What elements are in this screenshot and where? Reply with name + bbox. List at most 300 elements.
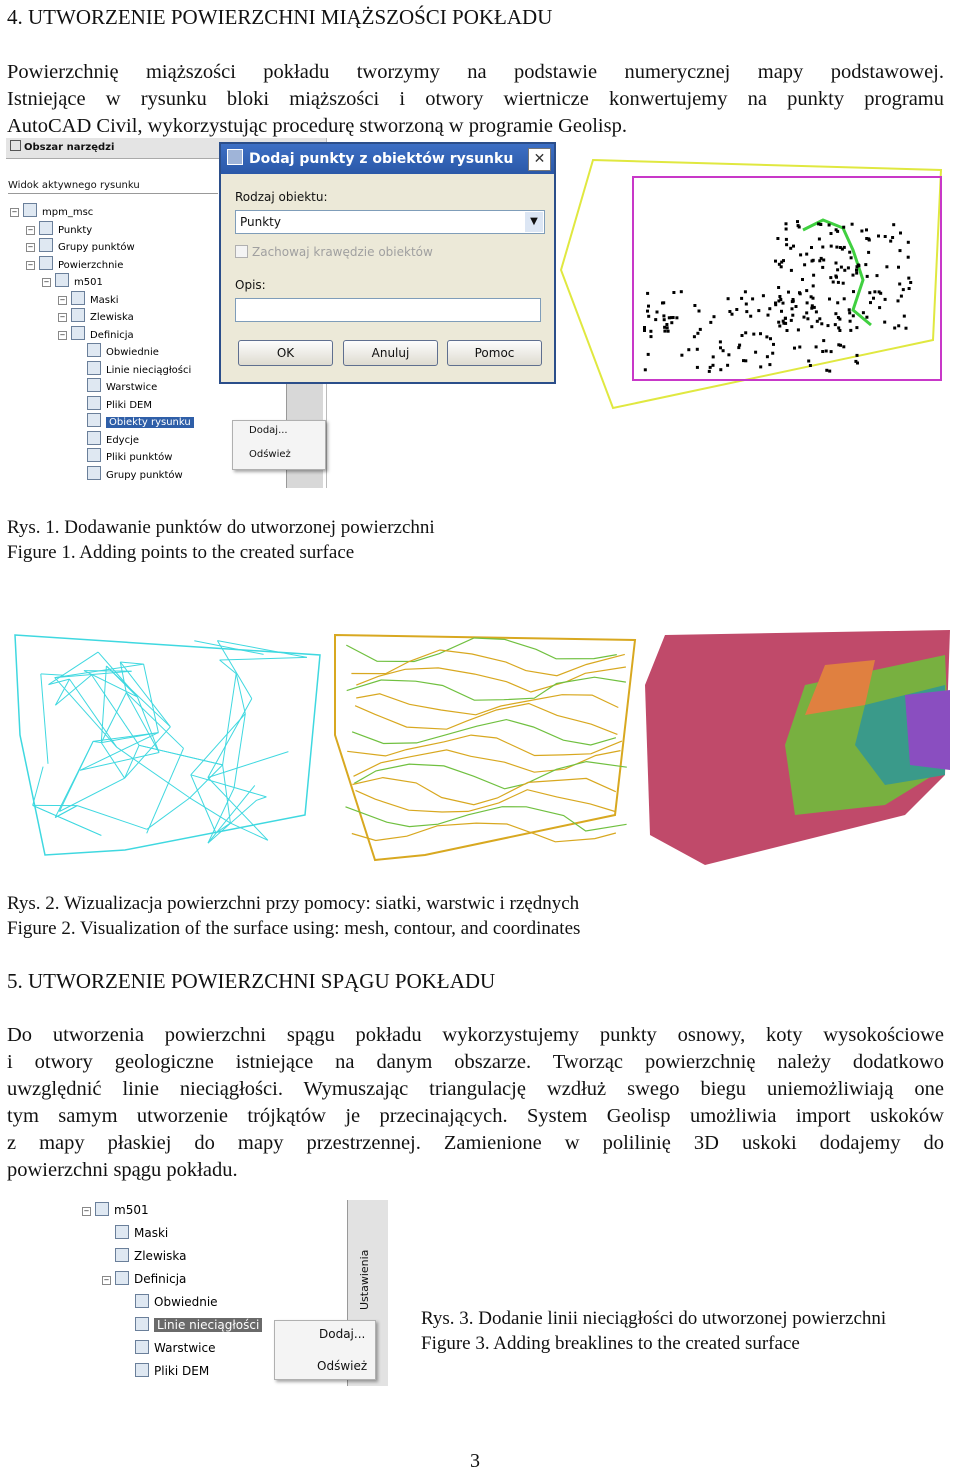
expand-toggle-icon[interactable]: − bbox=[27, 225, 34, 234]
survey-point bbox=[897, 266, 900, 269]
survey-point bbox=[777, 321, 780, 324]
survey-point bbox=[696, 348, 699, 351]
survey-point bbox=[834, 275, 837, 278]
survey-point bbox=[869, 301, 872, 304]
survey-point bbox=[837, 343, 840, 346]
survey-point bbox=[842, 282, 845, 285]
tree-node-label: Punkty bbox=[58, 224, 93, 236]
mesh-edge bbox=[257, 797, 267, 800]
tree-node-icon bbox=[39, 221, 53, 235]
expand-toggle-icon[interactable]: − bbox=[27, 260, 34, 269]
survey-point bbox=[709, 321, 712, 324]
survey-point bbox=[842, 345, 845, 348]
survey-point bbox=[827, 324, 830, 327]
tree-node-icon bbox=[115, 1225, 129, 1239]
survey-point bbox=[852, 314, 855, 317]
mesh-edge bbox=[101, 743, 124, 779]
tree-node[interactable] bbox=[74, 378, 157, 394]
survey-point bbox=[670, 321, 673, 324]
mesh-edge bbox=[126, 693, 159, 753]
survey-point bbox=[810, 325, 813, 328]
survey-point bbox=[741, 334, 744, 337]
contour-line bbox=[355, 704, 617, 735]
tree-node-label: Maski bbox=[134, 1226, 169, 1240]
tree-node[interactable] bbox=[58, 326, 134, 342]
survey-point bbox=[834, 323, 837, 326]
tree-node[interactable] bbox=[102, 1248, 186, 1264]
survey-point bbox=[698, 310, 701, 313]
survey-point bbox=[709, 366, 712, 369]
survey-point bbox=[767, 314, 770, 317]
survey-point bbox=[898, 283, 901, 286]
toolspace-title: Obszar narzędzi bbox=[6, 138, 327, 159]
tree-node-icon bbox=[135, 1294, 149, 1308]
survey-point bbox=[790, 319, 793, 322]
survey-point bbox=[784, 317, 787, 320]
tree-node-icon bbox=[135, 1340, 149, 1354]
survey-point bbox=[821, 266, 824, 269]
tree-node[interactable] bbox=[10, 203, 93, 219]
tree-node[interactable] bbox=[122, 1363, 209, 1379]
survey-point bbox=[849, 320, 852, 323]
tree-node-label: Definicja bbox=[90, 329, 134, 341]
mesh-edge bbox=[220, 660, 237, 674]
description-input[interactable] bbox=[235, 298, 541, 322]
survey-point bbox=[905, 327, 908, 330]
survey-point bbox=[806, 317, 809, 320]
mesh-edge bbox=[49, 679, 70, 685]
survey-point bbox=[805, 253, 808, 256]
survey-point bbox=[909, 281, 912, 284]
outer-boundary bbox=[561, 160, 941, 408]
survey-point bbox=[820, 257, 823, 260]
survey-point bbox=[852, 290, 855, 293]
context-add-item[interactable]: Dodaj... bbox=[249, 425, 288, 436]
mesh-edge bbox=[84, 671, 132, 672]
survey-point bbox=[726, 364, 729, 367]
tree-node-label: mpm_msc bbox=[42, 207, 94, 218]
survey-point bbox=[835, 246, 838, 249]
survey-point bbox=[848, 311, 851, 314]
tree-node-icon bbox=[87, 378, 101, 392]
checkbox-box[interactable] bbox=[235, 245, 248, 258]
context-add-item[interactable]: Dodaj... bbox=[319, 1327, 366, 1341]
tree-node[interactable] bbox=[58, 291, 119, 307]
figure-2-caption-pl: Rys. 2. Wizualizacja powierzchni przy pomocy: siatki, warstwic i rzędnych bbox=[7, 893, 580, 914]
survey-point bbox=[672, 316, 675, 319]
survey-point bbox=[849, 329, 852, 332]
survey-point bbox=[908, 287, 911, 290]
survey-point bbox=[643, 329, 646, 332]
survey-point bbox=[774, 260, 777, 263]
tree-node-label: Obwiednie bbox=[106, 347, 159, 358]
paragraph-line: tym samym utworzenie trójkątów je przecinających. System Geolisp umożliwia import uskoków bbox=[7, 1105, 944, 1127]
mesh-edge bbox=[33, 767, 43, 806]
survey-point bbox=[699, 328, 702, 331]
tree-node[interactable] bbox=[74, 396, 152, 412]
tree-node-label: Zlewiska bbox=[134, 1249, 187, 1263]
survey-point bbox=[792, 245, 795, 248]
survey-point bbox=[819, 223, 822, 226]
survey-point bbox=[667, 330, 670, 333]
survey-point bbox=[708, 370, 711, 373]
tree-node-label: m501 bbox=[114, 1203, 149, 1217]
context-refresh-item[interactable]: Odśwież bbox=[317, 1359, 368, 1373]
survey-point bbox=[807, 360, 810, 363]
expand-toggle-icon[interactable]: − bbox=[59, 330, 66, 339]
tree-node[interactable] bbox=[74, 466, 183, 482]
tree-node[interactable] bbox=[122, 1340, 215, 1356]
paragraph-line: i otwory geologiczne istniejące na danym obszarze. Tworząc powierzchnię należy dodatkowo bbox=[7, 1051, 944, 1073]
tree-node-icon bbox=[87, 343, 101, 357]
tree-node-icon bbox=[87, 361, 101, 375]
survey-point bbox=[825, 369, 828, 372]
survey-point bbox=[680, 354, 683, 357]
expand-toggle-icon[interactable]: − bbox=[59, 295, 66, 304]
survey-point bbox=[856, 362, 859, 365]
tree-node-icon bbox=[135, 1317, 149, 1331]
paragraph-line: z mapy płaskiej do mapy przestrzennej. Zamienione w polilinię 3D uskoki dodajemy do bbox=[7, 1132, 944, 1154]
survey-point bbox=[797, 328, 800, 331]
survey-point bbox=[818, 238, 821, 241]
survey-point bbox=[649, 330, 652, 333]
tree-node-icon bbox=[87, 413, 101, 427]
ok-button[interactable]: OK bbox=[238, 340, 333, 366]
survey-point bbox=[769, 337, 772, 340]
figure-1-caption-en: Figure 1. Adding points to the created surface bbox=[7, 542, 355, 563]
survey-point bbox=[735, 308, 738, 311]
survey-point bbox=[795, 305, 798, 308]
survey-point bbox=[848, 251, 851, 254]
survey-point bbox=[907, 256, 910, 259]
tree-node[interactable] bbox=[122, 1294, 218, 1310]
survey-point bbox=[759, 332, 762, 335]
survey-point bbox=[850, 256, 853, 259]
survey-point bbox=[793, 347, 796, 350]
survey-point bbox=[832, 281, 835, 284]
survey-point bbox=[647, 305, 650, 308]
survey-point bbox=[851, 223, 854, 226]
survey-point bbox=[835, 262, 838, 265]
survey-point bbox=[744, 331, 747, 334]
mesh-edge bbox=[220, 657, 307, 660]
survey-point bbox=[803, 263, 806, 266]
tree-node[interactable] bbox=[74, 413, 194, 429]
survey-point bbox=[744, 359, 747, 362]
survey-point bbox=[847, 266, 850, 269]
paragraph-line: Istniejące w rysunku bloki miąższości i otwory wiertnicze konwertujemy na punkty programu bbox=[7, 88, 944, 110]
help-button[interactable]: Pomoc bbox=[447, 340, 542, 366]
survey-point bbox=[662, 314, 665, 317]
survey-point bbox=[892, 223, 895, 226]
survey-point bbox=[872, 297, 875, 300]
survey-point bbox=[855, 272, 858, 275]
survey-point bbox=[838, 329, 841, 332]
tree-node[interactable] bbox=[74, 361, 191, 377]
survey-point bbox=[751, 297, 754, 300]
mesh-edge bbox=[41, 674, 48, 764]
tree-node-label: Grupy punktów bbox=[58, 242, 135, 253]
tree-node[interactable] bbox=[74, 431, 139, 447]
mesh-edge bbox=[59, 778, 124, 811]
survey-point bbox=[903, 315, 906, 318]
survey-point bbox=[829, 276, 832, 279]
survey-point bbox=[765, 335, 768, 338]
tree-node[interactable] bbox=[42, 273, 103, 289]
survey-point bbox=[834, 312, 837, 315]
survey-point bbox=[812, 297, 815, 300]
settings-tab[interactable]: Ustawienia bbox=[358, 1249, 371, 1310]
survey-point bbox=[650, 335, 653, 338]
expand-toggle-icon[interactable]: − bbox=[103, 1276, 110, 1284]
survey-point bbox=[820, 322, 823, 325]
tree-node[interactable] bbox=[26, 238, 135, 254]
survey-point bbox=[810, 307, 813, 310]
mesh-edge bbox=[106, 666, 170, 727]
contour-lines bbox=[346, 638, 627, 842]
mesh-edge bbox=[223, 674, 237, 765]
survey-point bbox=[825, 350, 828, 353]
survey-point bbox=[796, 220, 799, 223]
mesh-edge bbox=[208, 778, 268, 841]
mesh-edge bbox=[147, 798, 190, 829]
survey-point bbox=[774, 302, 777, 305]
contour-panel bbox=[335, 635, 635, 860]
survey-point bbox=[656, 311, 659, 314]
surface-points-drawing bbox=[553, 140, 953, 415]
tree-node-icon bbox=[95, 1202, 109, 1216]
survey-point bbox=[798, 346, 801, 349]
survey-point bbox=[644, 368, 647, 371]
survey-point bbox=[696, 366, 699, 369]
survey-point bbox=[889, 240, 892, 243]
survey-point bbox=[902, 288, 905, 291]
expand-toggle-icon[interactable]: − bbox=[83, 1207, 90, 1215]
survey-point bbox=[772, 343, 775, 346]
contour-line bbox=[352, 720, 616, 745]
survey-point bbox=[812, 259, 815, 262]
survey-point bbox=[884, 235, 887, 238]
survey-point bbox=[752, 333, 755, 336]
survey-point bbox=[749, 315, 752, 318]
survey-point bbox=[693, 304, 696, 307]
tree-node-icon bbox=[87, 448, 101, 462]
mesh-edge bbox=[55, 675, 91, 705]
dialog-app-icon bbox=[227, 149, 243, 165]
tree-node[interactable] bbox=[102, 1225, 168, 1241]
description-label: Opis: bbox=[235, 278, 266, 292]
survey-point bbox=[754, 351, 757, 354]
expand-toggle-icon[interactable]: − bbox=[43, 278, 50, 286]
selection-window bbox=[633, 177, 941, 380]
tree-node[interactable] bbox=[74, 448, 172, 464]
paragraph-line: Powierzchnię miąższości pokładu tworzymy na podstawie numerycznej mapy podstawowej. bbox=[7, 61, 944, 83]
survey-point bbox=[862, 311, 865, 314]
survey-point bbox=[828, 370, 831, 373]
close-icon[interactable]: ✕ bbox=[528, 148, 551, 171]
survey-point bbox=[841, 248, 844, 251]
survey-point bbox=[771, 352, 774, 355]
chevron-down-icon: ▼ bbox=[525, 212, 543, 232]
survey-point bbox=[855, 269, 858, 272]
tree-node-icon bbox=[115, 1271, 129, 1285]
survey-point bbox=[837, 326, 840, 329]
survey-point bbox=[745, 303, 748, 306]
tree-node[interactable] bbox=[58, 308, 134, 324]
survey-point bbox=[815, 310, 818, 313]
survey-point bbox=[843, 297, 846, 300]
contour-line bbox=[346, 638, 617, 662]
context-menu bbox=[232, 420, 326, 470]
survey-point bbox=[798, 291, 801, 294]
object-type-select[interactable]: Punkty ▼ bbox=[235, 210, 545, 234]
view-selector[interactable]: Widok aktywnego rysunku bbox=[8, 180, 218, 194]
mesh-edge bbox=[147, 748, 184, 833]
expand-toggle-icon[interactable]: − bbox=[59, 313, 66, 321]
contour-line bbox=[354, 762, 627, 789]
mesh-edge bbox=[49, 652, 99, 685]
survey-point bbox=[762, 294, 765, 297]
survey-point bbox=[806, 301, 809, 304]
survey-point bbox=[785, 222, 788, 225]
survey-point bbox=[877, 235, 880, 238]
section-5-heading: 5. UTWORZENIE POWIERZCHNI SPĄGU POKŁADU bbox=[7, 969, 496, 993]
contour-line bbox=[356, 667, 626, 692]
figure-3-caption-pl: Rys. 3. Dodanie linii nieciągłości do utworzonej powierzchni bbox=[421, 1308, 887, 1329]
add-points-dialog bbox=[219, 142, 556, 384]
survey-point bbox=[812, 284, 815, 287]
survey-point bbox=[687, 348, 690, 351]
elevation-fill-panel bbox=[645, 630, 950, 865]
survey-point bbox=[719, 340, 722, 343]
tree-node-icon bbox=[135, 1363, 149, 1377]
survey-point bbox=[799, 253, 802, 256]
mesh-panel bbox=[15, 635, 320, 855]
survey-point bbox=[897, 299, 900, 302]
cancel-button[interactable]: Anuluj bbox=[343, 340, 438, 366]
tree-node-label: Edycje bbox=[106, 434, 140, 446]
survey-point bbox=[768, 363, 771, 366]
tree-node[interactable] bbox=[82, 1202, 149, 1218]
paragraph-line: uwzględnić linie nieciągłości. Wymuszając triangulację wzdłuż swego biegu uniemożliwiają one bbox=[7, 1078, 944, 1100]
expand-toggle-icon[interactable]: − bbox=[27, 243, 34, 251]
tree-node[interactable] bbox=[102, 1271, 186, 1287]
survey-point bbox=[737, 346, 740, 349]
tree-node-label: Maski bbox=[90, 294, 119, 306]
tree-node[interactable] bbox=[74, 343, 159, 359]
survey-point bbox=[643, 326, 646, 329]
contour-line bbox=[346, 807, 627, 831]
survey-point bbox=[836, 301, 839, 304]
survey-point bbox=[661, 302, 664, 305]
mesh-edge bbox=[191, 775, 216, 833]
survey-point bbox=[852, 274, 855, 277]
tree-node-label: Warstwice bbox=[154, 1341, 216, 1355]
survey-point bbox=[899, 232, 902, 235]
survey-point bbox=[778, 263, 781, 266]
survey-point bbox=[878, 290, 881, 293]
survey-point bbox=[727, 353, 730, 356]
survey-point bbox=[835, 228, 838, 231]
contour-line bbox=[352, 823, 616, 842]
survey-point bbox=[830, 245, 833, 248]
triangulation-mesh bbox=[33, 641, 307, 844]
survey-point bbox=[722, 349, 725, 352]
tree-node-label: Pliki punktów bbox=[106, 452, 173, 463]
survey-point bbox=[868, 291, 871, 294]
survey-point bbox=[696, 332, 699, 335]
survey-point bbox=[712, 364, 715, 367]
survey-point bbox=[719, 368, 722, 371]
survey-point bbox=[810, 246, 813, 249]
survey-point bbox=[675, 316, 678, 319]
mesh-edge bbox=[55, 678, 117, 748]
survey-point bbox=[860, 230, 863, 233]
survey-point bbox=[809, 364, 812, 367]
tree-node[interactable] bbox=[26, 221, 92, 237]
tree-node[interactable] bbox=[122, 1317, 262, 1333]
survey-point bbox=[856, 354, 859, 357]
survey-point bbox=[786, 329, 789, 332]
survey-point bbox=[828, 224, 831, 227]
survey-point bbox=[654, 318, 657, 321]
survey-point bbox=[801, 278, 804, 281]
survey-point bbox=[815, 345, 818, 348]
tree-node-label: Definicja bbox=[134, 1272, 187, 1286]
expand-toggle-icon[interactable]: − bbox=[11, 208, 18, 216]
survey-point bbox=[790, 269, 793, 272]
object-type-label: Rodzaj obiektu: bbox=[235, 190, 328, 204]
survey-point bbox=[873, 290, 876, 293]
survey-point bbox=[830, 350, 833, 353]
survey-point bbox=[712, 355, 715, 358]
survey-point bbox=[663, 330, 666, 333]
tree-node-icon bbox=[23, 203, 37, 217]
context-menu-fig3 bbox=[274, 1320, 376, 1380]
mesh-edge bbox=[144, 664, 159, 733]
survey-point bbox=[864, 263, 867, 266]
survey-point bbox=[884, 298, 887, 301]
survey-point bbox=[665, 323, 668, 326]
survey-point bbox=[713, 315, 716, 318]
survey-point bbox=[840, 266, 843, 269]
dialog-titlebar[interactable]: Dodaj punkty z obiektów rysunku ✕ bbox=[221, 144, 554, 174]
tree-node-label: Pliki DEM bbox=[154, 1364, 210, 1378]
survey-point bbox=[757, 309, 760, 312]
survey-point bbox=[776, 237, 779, 240]
survey-point bbox=[672, 291, 675, 294]
survey-point bbox=[787, 291, 790, 294]
survey-point bbox=[865, 316, 868, 319]
survey-point bbox=[848, 308, 851, 311]
survey-point bbox=[778, 295, 781, 298]
survey-point bbox=[693, 335, 696, 338]
context-refresh-item[interactable]: Odśwież bbox=[249, 449, 291, 460]
mesh-edge bbox=[208, 800, 257, 843]
mesh-edge bbox=[77, 806, 147, 830]
survey-point bbox=[897, 324, 900, 327]
tree-node-label: Linie nieciągłości bbox=[154, 1318, 262, 1332]
survey-point bbox=[812, 274, 815, 277]
survey-point bbox=[744, 290, 747, 293]
tree-node-label: Zlewiska bbox=[90, 312, 134, 323]
tree-node[interactable] bbox=[26, 256, 123, 272]
preserve-edges-checkbox[interactable]: Zachowaj krawędzie obiektów bbox=[235, 245, 433, 259]
survey-point bbox=[778, 325, 781, 328]
survey-point bbox=[666, 326, 669, 329]
survey-point bbox=[727, 297, 730, 300]
mesh-edge bbox=[41, 674, 64, 675]
